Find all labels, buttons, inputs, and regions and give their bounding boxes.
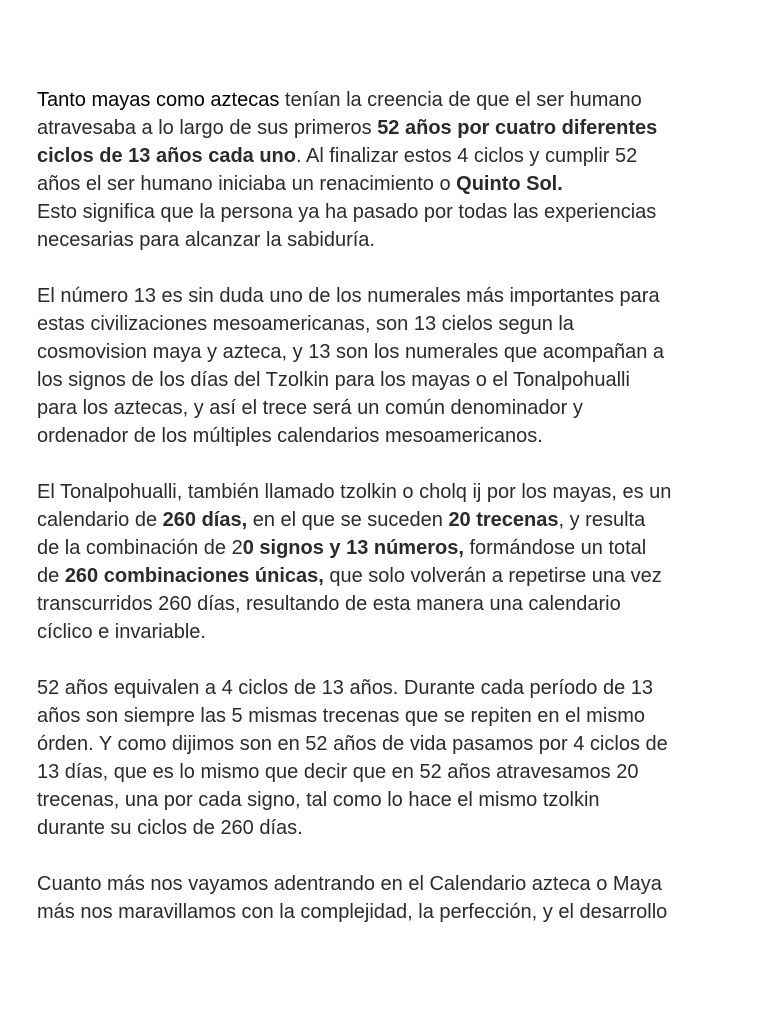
text-line xyxy=(37,534,759,562)
text-run: estas civilizaciones mesoamericanas, son 13 cielos segun la xyxy=(37,313,574,335)
text-run: más nos maravillamos con la complejidad, la perfección, y el desarrollo xyxy=(37,901,668,923)
text-line xyxy=(37,506,759,534)
text-run: formándose un total xyxy=(463,537,647,559)
text-line xyxy=(37,310,759,338)
text-run: calendario de xyxy=(37,509,163,531)
text-run: atravesaba a lo largo de sus primeros xyxy=(37,117,378,139)
text-line xyxy=(37,618,759,646)
text-run: El Tonalpohualli, también llamado tzolkin o cholq ij por los mayas, es un xyxy=(37,481,672,503)
text-line xyxy=(37,114,759,142)
text-run: Esto significa que la persona ya ha pasado por todas las experiencias xyxy=(37,201,657,223)
text-line xyxy=(37,170,759,198)
text-line xyxy=(37,758,759,786)
text-run: trecenas, una por cada signo, tal como lo hace el mismo tzolkin xyxy=(37,789,600,811)
bold-text: 260 combinaciones únicas, xyxy=(64,565,324,587)
text-run: , y resulta xyxy=(558,509,646,531)
text-run: El número 13 es sin duda uno de los numerales más importantes para xyxy=(37,285,660,307)
text-line xyxy=(37,226,759,254)
text-line xyxy=(37,366,759,394)
text-line xyxy=(37,282,759,310)
text-line xyxy=(37,422,759,450)
text-line xyxy=(37,870,759,898)
paragraph xyxy=(37,674,759,842)
text-run: cosmovision maya y azteca, y 13 son los numerales que acompañan a xyxy=(37,341,665,363)
text-line xyxy=(37,814,759,842)
text-run: en el que se suceden xyxy=(247,509,449,531)
text-run: Cuanto más nos vayamos adentrando en el Calendario azteca o Maya xyxy=(37,873,662,895)
paragraph xyxy=(37,86,759,254)
text-run: 52 años equivalen a 4 ciclos de 13 años. Durante cada período de 13 xyxy=(37,677,653,699)
text-line xyxy=(37,478,759,506)
text-run: de xyxy=(37,565,65,587)
text-run: años son siempre las 5 mismas trecenas que se repiten en el mismo xyxy=(37,705,646,727)
text-run: los signos de los días del Tzolkin para los mayas o el Tonalpohualli xyxy=(37,369,630,391)
text-run: necesarias para alcanzar la sabiduría. xyxy=(37,229,375,251)
text-run: . Al finalizar estos 4 ciclos y cumplir 52 xyxy=(295,145,638,167)
text-line xyxy=(37,142,759,170)
bold-text: 52 años por cuatro diferentes xyxy=(377,117,658,139)
text-run: tenían la creencia de que el ser humano xyxy=(279,89,642,111)
document-body xyxy=(37,86,759,954)
bold-text: Quinto Sol. xyxy=(456,173,563,195)
text-run: que solo volverán a repetirse una vez xyxy=(323,565,662,587)
text-run: órden. Y como dijimos son en 52 años de vida pasamos por 4 ciclos de xyxy=(37,733,668,755)
text-line xyxy=(37,562,759,590)
text-run: de la combinación de 2 xyxy=(37,537,243,559)
text-run: 13 días, que es lo mismo que decir que en 52 años atravesamos 20 xyxy=(37,761,639,783)
text-line xyxy=(37,338,759,366)
text-run: años el ser humano iniciaba un renacimiento o xyxy=(37,173,457,195)
text-line xyxy=(37,730,759,758)
paragraph xyxy=(37,282,759,450)
text-run: para los aztecas, y así el trece será un común denominador y xyxy=(37,397,583,419)
text-line xyxy=(37,702,759,730)
text-line xyxy=(37,394,759,422)
text-run: ordenador de los múltiples calendarios mesoamericanos. xyxy=(37,425,543,447)
text-run: durante su ciclos de 260 días. xyxy=(37,817,303,839)
bold-text: 260 días, xyxy=(162,509,248,531)
text-line xyxy=(37,674,759,702)
bold-text: 20 trecenas xyxy=(448,509,559,531)
bold-text: 0 signos y 13 números, xyxy=(242,537,464,559)
text-run: transcurridos 260 días, resultando de esta manera una calendario xyxy=(37,593,621,615)
text-line xyxy=(37,86,759,114)
text-run: Tanto mayas como aztecas xyxy=(37,89,280,111)
text-line xyxy=(37,898,759,926)
paragraph xyxy=(37,870,759,926)
text-line xyxy=(37,786,759,814)
bold-text: ciclos de 13 años cada uno xyxy=(37,145,296,167)
text-run: cíclico e invariable. xyxy=(37,621,206,643)
text-line xyxy=(37,590,759,618)
paragraph xyxy=(37,478,759,646)
text-line xyxy=(37,198,759,226)
